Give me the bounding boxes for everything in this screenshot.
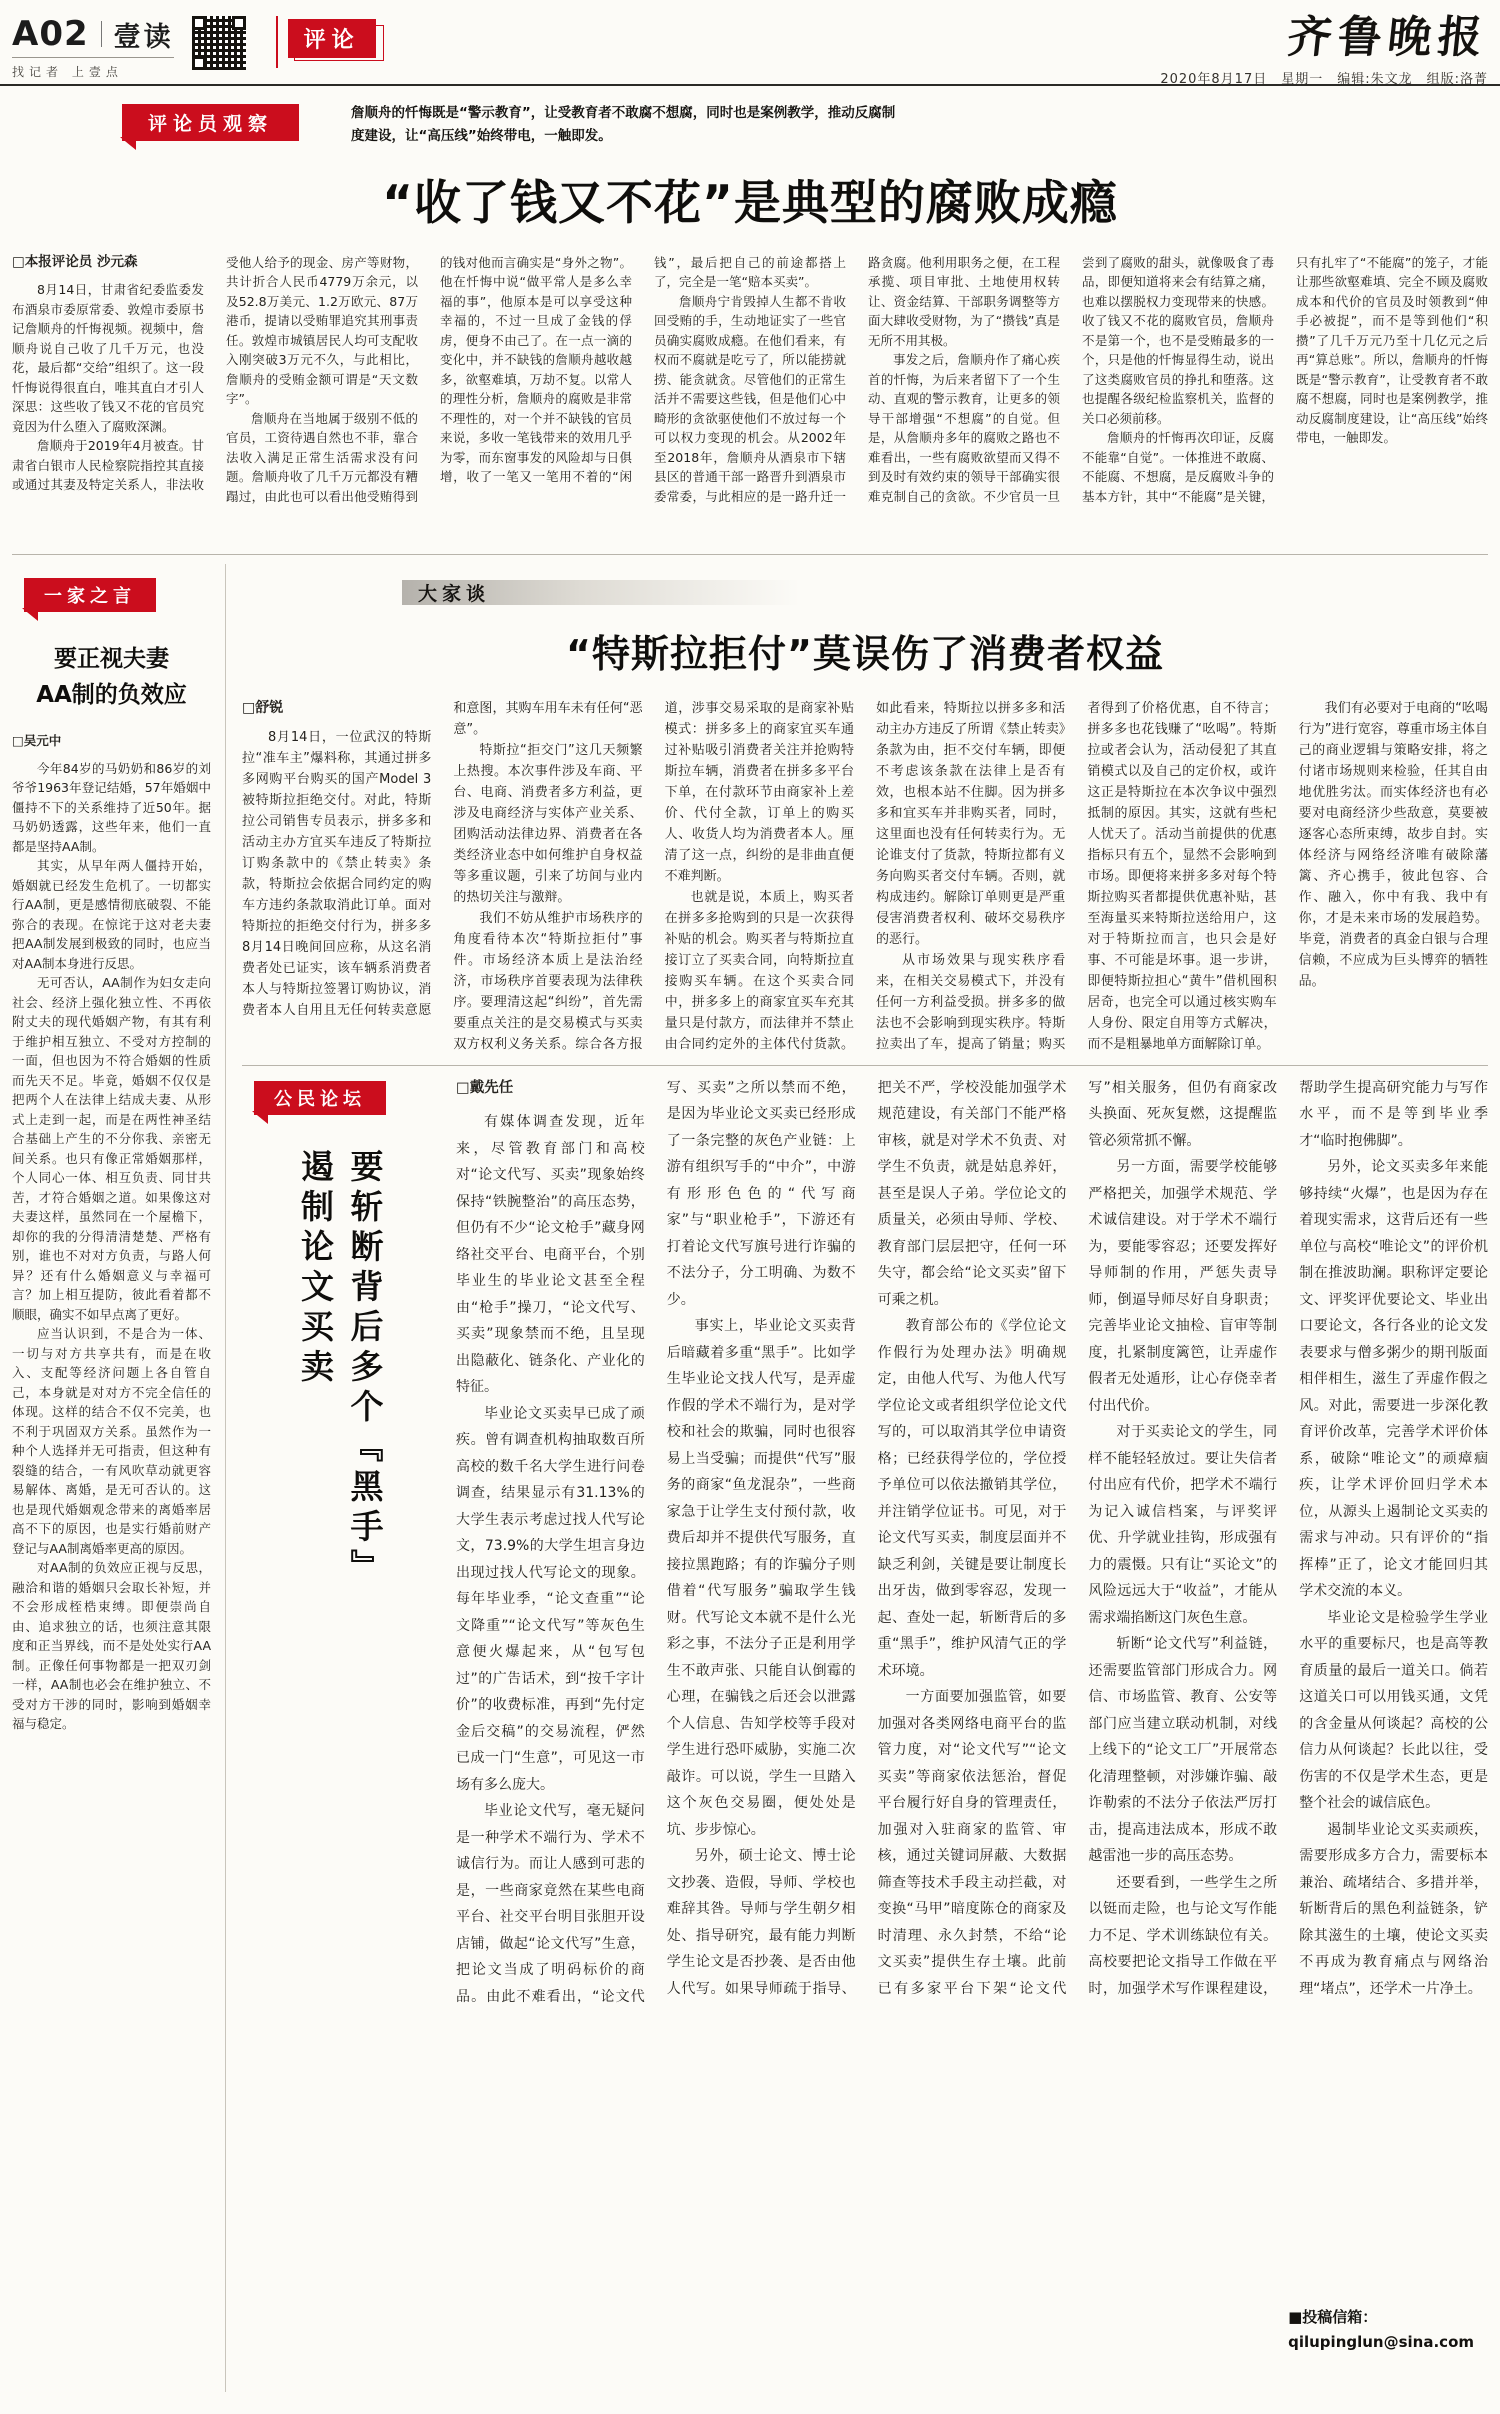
body-paragraph: 特斯拉“拒交门”这几天频繁上热搜。本次事件涉及车商、平台、电商、消费者多方利益，更涉及电商经济与实体产业关系、团购活动法律边界、消费者在各类经济业态中如何维护自身权益等多重议题，引来了坊间与业内的热切关注与激辩。 bbox=[453, 742, 643, 905]
body-paragraph: 从市场效果与现实秩序看来，在相关交易模式下，并没有任何一方利益受损。拼多多的做法也不会影响到现实秩序。特斯拉卖出了车，提高了销量；购买者得到了价格优惠，自不待言；拼多多也花钱赚了“吆喝”。特斯拉或者会认为，活动侵犯了其直销模式以及自己的定价权，或许这正是特斯拉在本次争议中强烈抵制的原因。其实，这就有些杞人忧天了。活动当前提供的优惠指标只有五个，显然不会影响到市场。即便将来拼多多对每个特斯拉购买者都提供优惠补贴，甚至海量买来特斯拉送给用户，这对于特斯拉而言，也只会是好事、不可能是坏事。退一步讲，即便特斯拉担心“黄牛”借机囤积居奇，也完全可以通过核实购车人身份、限定自用等方式解决，而不是粗暴地单方面解除订单。 bbox=[875, 700, 1277, 1052]
page-header bbox=[12, 0, 1491, 87]
banner-label: 公民论坛 bbox=[274, 1088, 366, 1110]
divider bbox=[101, 21, 102, 47]
main-column bbox=[226, 564, 1488, 2392]
body-paragraph: 其实，从早年两人僵持开始，婚姻就已经发生危机了。一切都实行AA制，更是感情彻底破裂、不能弥合的表现。在惊诧于这对老夫妻把AA制发展到极致的同时，也应当对AA制本身进行反思。 bbox=[12, 858, 211, 971]
body-paragraph: 詹顺舟宁肯毁掉人生都不肯收回受贿的手，生动地证实了一些官员确实腐败成瘾。在他们看来，有权而不腐就是吃亏了，所以能捞就捞、能贪就贪。尽管他们的正常生活并不需要这些钱，但是他们心中畸形的贪欲驱使他们不放过每一个可以权力变现的机会。从2002年至2018年，詹顺舟从酒泉市下辖县区的普通干部一路晋升到酒泉市委常委，与此相应的是一路升迁一路贪腐。他利用职务之便，在工程承揽、项目审批、土地使用权转让、资金结算、干部职务调整等方面大肆收受财物，为了“攒钱”真是无所不用其极。 bbox=[654, 254, 1060, 504]
article-body bbox=[456, 1075, 1488, 2360]
body-paragraph: 我们有必要对于电商的“吆喝行为”进行宽容，尊重市场主体自己的商业逻辑与策略安排，将之付诸市场规则来检验，任其自由地优胜劣汰。而实体经济也有必要对电商经济少些敌意，莫要被逐客心态所束缚，故步自封。实体经济与网络经济唯有破除藩篱、齐心携手，彼此包容、合作、融入，你中有我、我中有你，才是未来市场的发展趋势。毕竟，消费者的真金白银与合理信赖，不应成为巨头博弈的牺牲品。 bbox=[1298, 700, 1488, 989]
page-code: A02 bbox=[12, 14, 89, 54]
page-code-block bbox=[12, 14, 174, 80]
headline-line: AA制的负效应 bbox=[36, 681, 187, 708]
body-paragraph: 斩断“论文代写”利益链，还需要监管部门形成合力。网信、市场监管、教育、公安等部门应当建立联动机制，对线上线下的“论文工厂”开展常态化清理整顿，对涉嫌诈骗、敲诈勒索的不法分子依法严厉打击，提高违法成本，形成不敢越雷池一步的高压态势。 bbox=[1088, 1636, 1278, 1865]
body-paragraph: 对AA制的负效应正视与反思，融洽和谐的婚姻只会取长补短，并不会形成桎梏束缚。即便崇尚自由、追求独立的话，也须注意其限度和正当界线，而不是处处实行AA制。正像任何事物都是一把双刃剑一样，AA制也必会在维护独立、不受对方干涉的同时，影响到婚姻幸福与稳定。 bbox=[12, 1560, 211, 1732]
ribbon-fold-icon bbox=[120, 137, 136, 150]
body-paragraph: 无可否认，AA制作为妇女走向社会、经济上强化独立性、不再依附丈夫的现代婚姻产物，有其有利于维护相互独立、不受对方控制的一面，但也因为不符合婚姻的性质而先天不足。毕竟，婚姻不仅仅是把两个人在法律上结成夫妻、从形式上走到一起，而是在两性神圣结合基础上产生的不分你我、亲密无间关系。也只有像正常婚姻那样，个人同心一体、相互负责、同甘共苦，才符合婚姻之道。如果像这对夫妻这样，虽然同在一个屋檐下，却你的我的分得清清楚楚、严格有别，谁也不对对方负责，与路人何异？还有什么婚姻意义与幸福可言？加上相互提防，彼此看着都不顺眼，确实不如早点离了更好。 bbox=[12, 975, 211, 1322]
masthead-logo: 齐鲁晚报 bbox=[1285, 12, 1491, 63]
body-paragraph: 詹顺舟于2019年4月被查。甘肃省白银市人民检察院指控其直接或通过其妻及特定关系人，非法收受他人给予的现金、房产等财物，共计折合人民币4779万余元，以及52.8万美元、1.2万欧元、87万港币，提请以受贿罪追究其刑事责任。敦煌市城镇居民人均可支配收入刚突破3万元不久，与此相比，詹顺舟的受贿金额可谓是“天文数字”。 bbox=[12, 254, 418, 493]
body-paragraph: 詹顺舟在当地属于级别不低的官员，工资待遇自然也不菲，靠合法收入满足正常生活需求没有问题。詹顺舟收了几千万元都没有糟蹋过，由此也可以看出他受贿得到的钱对他而言确实是“身外之物”。他在忏悔中说“做平常人是多么幸福的事”，他原本是可以享受这种幸福的，不过一旦成了金钱的俘虏，便身不由己了。在一点一滴的变化中，并不缺钱的詹顺舟越收越多，欲壑难填，万劫不复。以常人的理性分析，詹顺舟的腐败是非常不理性的，对一个并不缺钱的官员来说，多收一笔钱带来的效用几乎为零，而东窗事发的风险却与日俱增，收了一笔又一笔用不着的“闲钱”，最后把自己的前途都搭上了，完全是一笔“赔本买卖”。 bbox=[226, 254, 846, 504]
masthead-block bbox=[1160, 12, 1491, 87]
mailbox-address: qilupinglun@sina.com bbox=[1288, 2333, 1474, 2352]
column-tag: 评论 bbox=[288, 19, 376, 58]
article-tesla-refusal bbox=[242, 580, 1488, 1056]
slogan: 找记者 上壹点 bbox=[12, 65, 123, 79]
body-paragraph: 应当认识到，不是合为一体、一切与对方共享共有，而是在收入、支配等经济问题上各自管自己，本身就是对对方不完全信任的体现。这样的结合不仅不完美，也不利于巩固双方关系。虽然作为一种个人选择并无可指责，但这种有裂缝的结合，一有风吹草动就更容易解体、离婚，是无可否认的。这也是现代婚姻观念带来的离婚率居高不下的原因，也是实行婚前财产登记与AA制离婚率更高的原因。 bbox=[12, 1326, 211, 1556]
headline-line: 遏制论文买卖 bbox=[296, 1148, 335, 1389]
body-paragraph: 另一方面，需要学校能够严格把关，加强学术规范、学术诚信建设。对于学术不端行为，要能零容忍；还要发挥好导师制的作用，严惩失责导师，倒逼导师尽好自身职责；完善毕业论文抽检、盲审等制度，扎紧制度篱笆，让弄虚作假者无处遁形，让心存侥幸者付出代价。 bbox=[1088, 1159, 1278, 1414]
forum-body-column bbox=[438, 1075, 1488, 2360]
article-thesis-trading bbox=[242, 1075, 1488, 2360]
forum-headline-column bbox=[242, 1075, 438, 2360]
column-banner-commentator-observation bbox=[122, 104, 299, 141]
dajiatan-tag-bar bbox=[402, 580, 800, 605]
body-paragraph: 毕业论文买卖早已成了顽疾。曾有调查机构抽取数百所高校的数千名大学生进行问卷调查，结果显示有31.13%的大学生表示考虑过找人代写论文，73.9%的大学生坦言身边出现过找人代写论文的现象。每年毕业季，“论文查重”“论文降重”“论文代写”等灰色生意便火爆起来，从“包写包过”的广告话术，到“按千字计价”的收费标准，再到“先付定金后交稿”的交易流程，俨然已成一门“生意”，可见这一市场有多么庞大。 bbox=[456, 1405, 645, 1793]
column-tag-frame bbox=[276, 16, 376, 68]
article-corruption-commentary bbox=[12, 86, 1488, 545]
byline: □戴先任 bbox=[456, 1079, 514, 1096]
article-aa-marriage bbox=[12, 564, 226, 2392]
article-lead: 詹顺舟的忏悔既是“警示教育”，让受教育者不敢腐不想腐，同时也是案例教学，推动反腐制度建设，让“高压线”始终带电，一触即发。 bbox=[351, 105, 896, 144]
body-paragraph: 詹顺舟的忏悔再次印证，反腐不能靠“自觉”。一体推进不敢腐、不能腐、不想腐，是反腐败斗争的基本方针，其中“不能腐”是关键，只有扎牢了“不能腐”的笼子，才能让那些欲壑难填、完全不顾及腐败成本和代价的官员及时领教到“伸手必被捉”，而不是等到他们“积攒”了几千万元乃至十几亿元之后再“算总账”。所以，詹顺舟的忏悔既是“警示教育”，让受教育者不敢腐不想腐，同时也是案例教学，推动反腐制度建设，让“高压线”始终带电，一触即发。 bbox=[1082, 254, 1488, 504]
section-name: 壹读 bbox=[113, 21, 174, 53]
body-paragraph: 也就是说，本质上，购买者在拼多多抢购到的只是一次获得补贴的机会。购买者与特斯拉直接订立了买卖合同，向特斯拉直接购买车辆。在这个买卖合同中，拼多多上的商家宜买车充其量只是付款方，而法律并不禁止由合同约定外的主体代付货款。如此看来，特斯拉以拼多多和活动主办方违反了所谓《禁止转卖》条款为由，拒不交付车辆，即便不考虑该条款在法律上是否有效，也根本站不住脚。因为拼多多和宜买车并非购买者，同时，这里面也没有任何转卖行为。无论谁支付了货款，特斯拉都有义务向购买者交付车辆。否则，就构成违约。解除订单则更是严重侵害消费者权利、破坏交易秩序的恶行。 bbox=[664, 700, 1066, 1052]
headline-line: 要正视夫妻 bbox=[54, 645, 169, 672]
article-header-row bbox=[12, 104, 1488, 148]
body-paragraph: 8月14日，一位武汉的特斯拉“准车主”爆料称，其通过拼多多网购平台购买的国产Model 3被特斯拉拒绝交付。对此，特斯拉公司销售专员表示，拼多多和活动主办方宜买车违反了特斯拉订购条款中的《禁止转卖》条款，特斯拉会依据合同约定的购车方违约条款取消此订单。面对特斯拉的拒绝交付行为，拼多多8月14日晚间回应称，从这名消费者处已证实，该车辆系消费者本人与特斯拉签署订购协议，消费者本人自用且无任何转卖意愿和意图，其购车用车未有任何“恶意”。 bbox=[242, 700, 643, 1018]
body-paragraph: 有媒体调查发现，近年来，尽管教育部门和高校对“论文代写、买卖”现象始终保持“铁腕整治”的高压态势，但仍有不少“论文枪手”藏身网络社交平台、电商平台，个别毕业生的毕业论文甚至全程由“枪手”操刀，“论文代写、买卖”现象禁而不绝，且呈现出隐蔽化、链条化、产业化的特征。 bbox=[456, 1114, 645, 1396]
banner-label: 一家之言 bbox=[44, 585, 136, 607]
body-paragraph: 我们不妨从维护市场秩序的角度看待本次“特斯拉拒付”事件。市场经济本质上是法治经济，市场秩序首要表现为法律秩序。要理清这起“纠纷”，首先需要重点关注的是交易模式与买卖双方权利义务关系。综合各方报道，涉事交易采取的是商家补贴模式：拼多多上的商家宜买车通过补贴吸引消费者关注并抢购特斯拉车辆，消费者在拼多多平台下单，在付款环节由商家补上差价、代付全款，订单上的购买人、收货人均为消费者本人。厘清了这一点，纠纷的是非曲直便不难判断。 bbox=[453, 700, 854, 1052]
column-banner-citizen-forum bbox=[254, 1081, 386, 1115]
vertical-headline bbox=[291, 1149, 390, 1619]
lower-region bbox=[12, 564, 1488, 2392]
body-paragraph: 一方面要加强监管，如要加强对各类网络电商平台的监管力度，对“论文代写”“论文买卖”等商家依法惩治，督促平台履行好自身的管理责任，加强对入驻商家的监管、审核，通过关键词屏蔽、大数据筛查等技术手段主动拦截，对变换“马甲”暗度陈仓的商家及时清理、永久封禁，不给“论文买卖”提供生存土壤。此前已有多家平台下架“论文代写”相关服务，但仍有商家改头换面、死灰复燃，这提醒监管必须常抓不懈。 bbox=[877, 1079, 1278, 1997]
headline-line: 要斩断背后多个『黑手』 bbox=[345, 1148, 385, 1589]
article-headline: “特斯拉拒付”莫误伤了消费者权益 bbox=[566, 631, 1164, 676]
article-headline bbox=[12, 642, 211, 713]
body-paragraph: 事发之后，詹顺舟作了痛心疾首的忏悔，为后来者留下了一个生动、直观的警示教育，让更多的领导干部增强“不想腐”的自觉。但是，从詹顺舟多年的腐败之路也不难看出，一些有腐败欲望而又得不到及时有效约束的领导干部确实很难克制自己的贪欲。不少官员一旦尝到了腐败的甜头，就像吸食了毒品，即便知道将来会有结算之痛，也难以摆脱权力变现带来的快感。收了钱又不花的腐败官员，詹顺舟不是第一个，也不是受贿最多的一个，只是他的忏悔显得生动，说出了这类腐败官员的挣扎和堕落。这也提醒各级纪检监察机关，监督的关口必须前移。 bbox=[868, 254, 1274, 504]
dajiatan-label: 大家谈 bbox=[418, 582, 491, 605]
column-banner-one-family-view bbox=[24, 578, 156, 612]
byline: □本报评论员 沙元森 bbox=[12, 253, 138, 270]
article-body bbox=[242, 698, 1488, 1056]
mailbox-label: ■投稿信箱： bbox=[1288, 2307, 1378, 2326]
body-paragraph: 今年84岁的马奶奶和86岁的刘爷爷1963年登记结婚，57年婚姻中僵持不下的关系维持了近50年。据马奶奶透露，这些年来，他们一直都是坚持AA制。 bbox=[12, 760, 211, 854]
submission-mailbox bbox=[1288, 2305, 1474, 2356]
body-paragraph: 8月14日，甘肃省纪委监委发布酒泉市委原常委、敦煌市委原书记詹顺舟的忏悔视频。视频中，詹顺舟说自己收了几千万元，也没花，最后都“交给”组织了。这一段忏悔说得很直白，唯其直白才引人深思：这些收了钱又不花的官员究竟因为什么堕入了腐败深渊。 bbox=[12, 282, 204, 434]
article-body bbox=[12, 731, 211, 1734]
byline: □舒锐 bbox=[242, 699, 284, 716]
dateline: 2020年8月17日 星期一 编辑:朱文龙 组版:洛菁 bbox=[1160, 72, 1488, 87]
body-paragraph: 毕业论文代写，毫无疑问是一种学术不端行为、学术不诚信行为。而让人感到可悲的是，一些商家竟然在某些电商平台、社交平台明目张胆开设店铺，做起“论文代写”生意，把论文当成了明码标价的商品。由此不难看出，“论文代写、买卖”之所以禁而不绝，是因为毕业论文买卖已经形成了一条完整的灰色产业链：上游有组织写手的“中介”，中游有形形色色的“代写商家”与“职业枪手”，下游还有打着论文代写旗号进行诈骗的不法分子，分工明确、为数不少。 bbox=[456, 1079, 856, 2005]
banner-label: 评论员观察 bbox=[148, 113, 274, 135]
body-paragraph: 遏制毕业论文买卖顽疾，需要形成多方合力，需要标本兼治、疏堵结合、多措并举，斩断背后的黑色利益链条，铲除其滋生的土壤，使论文买卖不再成为教育痛点与网络治理“堵点”，还学术一片净土。 bbox=[1299, 1821, 1488, 1997]
ribbon-fold-icon bbox=[22, 608, 38, 621]
body-paragraph: 教育部公布的《学位论文作假行为处理办法》明确规定，由他人代写、为他人代写学位论文或者组织学位论文代写的，可以取消其学位申请资格；已经获得学位的，学位授予单位可以依法撤销其学位，并注销学位证书。可见，对于论文代写买卖，制度层面并不缺乏利剑，关键是要让制度长出牙齿，做到零容忍，发现一起、查处一起，斩断背后的多重“黑手”，维护风清气正的学术环境。 bbox=[877, 1318, 1067, 1679]
body-paragraph: 事实上，毕业论文买卖背后暗藏着多重“黑手”。比如学生毕业论文找人代写，是弄虚作假的学术不端行为，是对学校和社会的欺骗，同时也很容易上当受骗；而提供“代写”服务的商家“鱼龙混杂”，一些商家急于让学生支付预付款，收费后却并不提供代写服务，直接拉黑跑路；有的诈骗分子则借着“代写服务”骗取学生钱财。代写论文本就不是什么光彩之事，不法分子正是利用学生不敢声张、只能自认倒霉的心理，在骗钱之后还会以泄露个人信息、告知学校等手段对学生进行恐吓威胁，实施二次敲诈。可以说，学生一旦踏入这个灰色交易圈，便处处是坑、步步惊心。 bbox=[666, 1318, 856, 1838]
body-paragraph: 对于买卖论文的学生，同样不能轻轻放过。要让失信者付出应有代价，把学术不端行为记入诚信档案，与评奖评优、升学就业挂钩，形成强有力的震慑。只有让“买论文”的风险远远大于“收益”，才能从需求端掐断这门灰色生意。 bbox=[1088, 1424, 1278, 1626]
ribbon-fold-icon bbox=[252, 1111, 268, 1124]
byline: □吴元中 bbox=[12, 733, 62, 749]
section-divider bbox=[12, 554, 1488, 555]
body-paragraph: 还要看到，一些学生之所以铤而走险，也与论文写作能力不足、学术训练缺位有关。高校要把论文指导工作做在平时，加强学术写作课程建设，帮助学生提高研究能力与写作水平，而不是等到毕业季才“临时抱佛脚”。 bbox=[1088, 1079, 1488, 1997]
qr-code bbox=[192, 16, 246, 70]
body-paragraph: 另外，硕士论文、博士论文抄袭、造假，导师、学校也难辞其咎。导师与学生朝夕相处、指导研究，最有能力判断学生论文是否抄袭、是否由他人代写。如果导师疏于指导、把关不严，学校没能加强学术规范建设，有关部门不能严格审核，就是对学术不负责、对学生不负责，就是姑息养奸，甚至是误人子弟。学位论文的质量关，必须由导师、学校、教育部门层层把守，任何一环失守，都会给“论文买卖”留下可乘之机。 bbox=[666, 1079, 1067, 1997]
body-paragraph: 毕业论文是检验学生学业水平的重要标尺，也是高等教育质量的最后一道关口。倘若这道关口可以用钱买通，文凭的含金量从何谈起？高校的公信力从何谈起？长此以往，受伤害的不仅是学术生态，更是整个社会的诚信底色。 bbox=[1299, 1609, 1488, 1812]
article-headline: “收了钱又不花”是典型的腐败成瘾 bbox=[382, 175, 1118, 231]
section-divider bbox=[242, 1065, 1488, 1066]
article-body bbox=[12, 253, 1488, 545]
body-paragraph: 另外，论文买卖多年来能够持续“火爆”，也是因为存在着现实需求，这背后还有一些单位与高校“唯论文”的评价机制在推波助澜。职称评定要论文、评奖评优要论文、毕业出口要论文，各行各业的论文发表要求与僧多粥少的期刊版面相伴相生，滋生了弄虚作假之风。对此，需要进一步深化教育评价改革，完善学术评价体系，破除“唯论文”的顽瘴痼疾，让学术评价回归学术本位，从源头上遏制论文买卖的需求与冲动。只有评价的“指挥棒”正了，论文才能回归其学术交流的本义。 bbox=[1299, 1159, 1488, 1600]
